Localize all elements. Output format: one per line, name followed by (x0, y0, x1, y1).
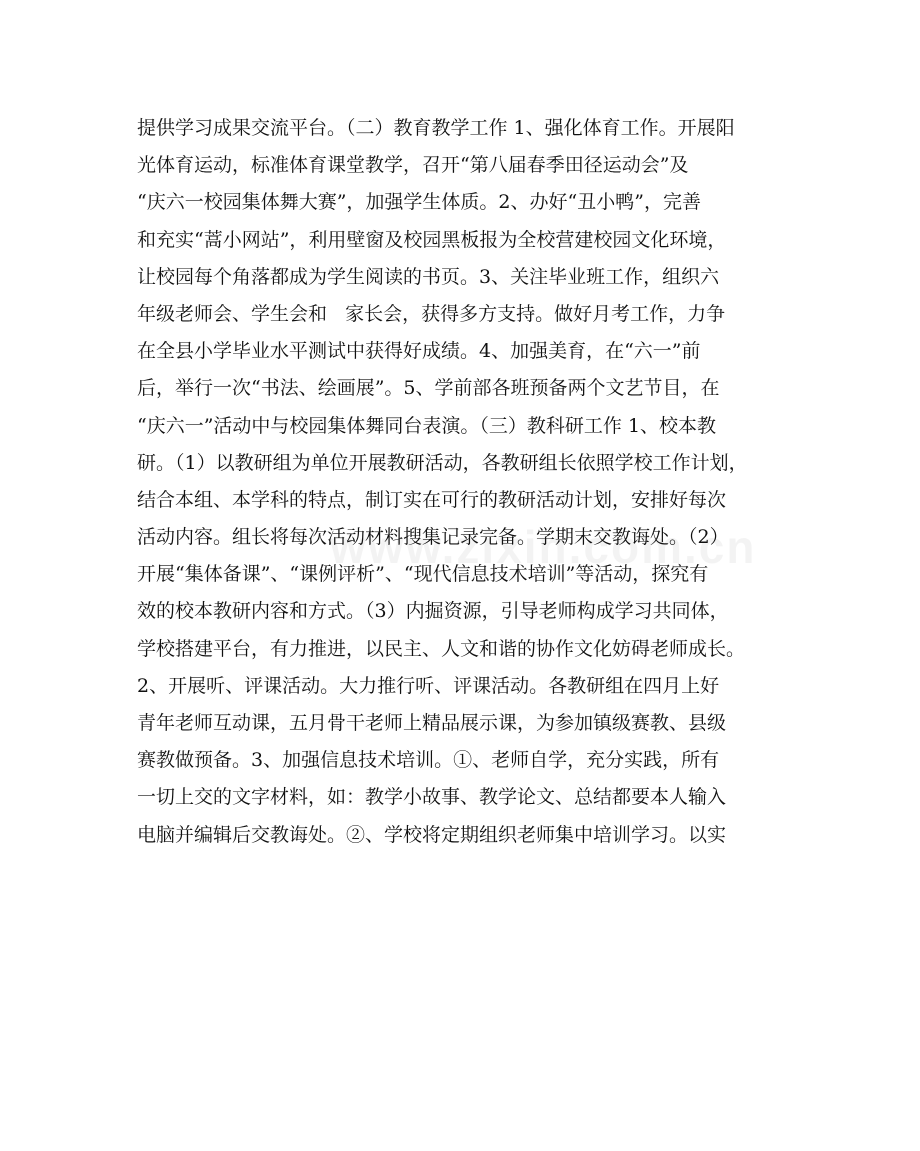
document-body (137, 110, 789, 854)
text-line: 开展“集体备课”、“课例评析”、“现代信息技术培训”等活动，探究有 (137, 563, 709, 586)
text-line: “庆六一”活动中与校园集体舞同台表演。（三）教科研工作 1、校本教 (137, 414, 717, 437)
text-line: 和充实“蒿小网站”，利用壁窗及校园黑板报为全校营建校园文化环境， (137, 228, 727, 251)
text-line: 活动内容。组长将每次活动材料搜集记录完备。学期末交教诲处。（2） (137, 526, 729, 549)
text-line: 结合本组、本学科的特点，制订实在可行的教研活动计划，安排好每次 (137, 488, 727, 511)
text-line: 赛教做预备。3、加强信息技术培训。①、老师自学，充分实践，所有 (137, 749, 720, 772)
text-line: 研。（1）以教研组为单位开展教研活动，各教研组长依照学校工作计划， (137, 451, 748, 474)
text-line: 年级老师会、学生会和 家长会，获得多方支持。做好月考工作，力争 (137, 302, 726, 325)
text-line: 让校园每个角落都成为学生阅读的书页。3、关注毕业班工作，组织六 (137, 265, 720, 288)
text-line: 提供学习成果交流平台。（二）教育教学工作 1、强化体育工作。开展阳 (137, 117, 735, 139)
text-line: 效的校本教研内容和方式。（3）内掘资源，引导老师构成学习共同体， (137, 600, 729, 623)
text-line: 一切上交的文字材料，如：教学小故事、教学论文、总结都要本人输入 (137, 786, 727, 809)
text-line: 学校搭建平台，有力推进，以民主、人文和谐的协作文化妨碍老师成长。 (137, 637, 746, 660)
text-line: 后，举行一次“书法、绘画展”。5、学前部各班预备两个文艺节目，在 (137, 377, 720, 400)
text-line: “庆六一校园集体舞大赛”，加强学生体质。2、办好“丑小鸭”，完善 (137, 191, 701, 214)
text-line: 2、开展听、评课活动。大力推行听、评课活动。各教研组在四月上好 (137, 674, 720, 697)
text-line: 在全县小学毕业水平测试中获得好成绩。4、加强美育，在“六一”前 (137, 340, 701, 363)
text-line: 光体育运动，标准体育课堂教学，召开“第八届春季田径运动会”及 (137, 154, 689, 177)
text-line: 电脑并编辑后交教诲处。②、学校将定期组织老师集中培训学习。以实 (137, 823, 727, 846)
text-line: 青年老师互动课，五月骨干老师上精品展示课，为参加镇级赛教、县级 (137, 712, 727, 734)
